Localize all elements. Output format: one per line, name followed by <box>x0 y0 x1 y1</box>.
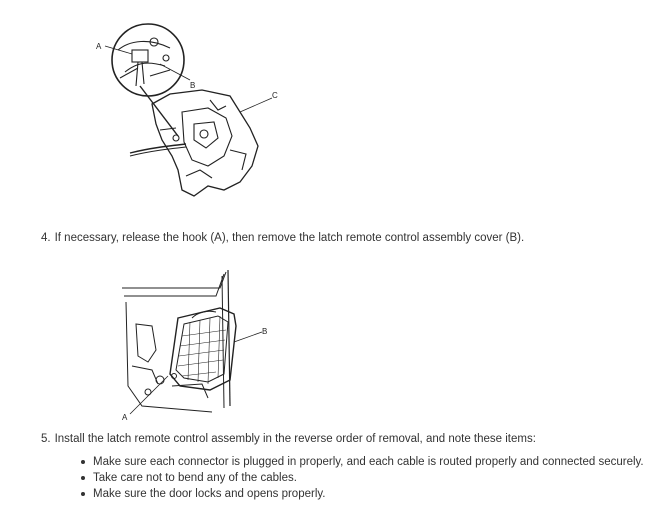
cover-removal-drawing <box>112 266 272 426</box>
cover-removal-illustration <box>112 266 272 426</box>
step-4-number: 4. <box>41 232 51 244</box>
list-item: Make sure the door locks and opens properly. <box>80 486 644 502</box>
step-5 <box>41 432 536 446</box>
step-5-text: Install the latch remote control assembly in the reverse order of removal, and note these items: <box>54 433 536 445</box>
callout-c: C <box>272 91 278 100</box>
latch-assembly-illustration <box>90 20 290 210</box>
callout-a: A <box>96 42 102 51</box>
list-item: Make sure each connector is plugged in properly, and each cable is routed properly and connected securely. <box>80 454 644 470</box>
step-4-text: If necessary, release the hook (A), then remove the latch remote control assembly cover (B). <box>54 232 525 244</box>
callout-b: B <box>190 81 196 90</box>
callout-a: A <box>122 413 128 422</box>
step-5-notes <box>80 454 644 502</box>
list-item: Take care not to bend any of the cables. <box>80 470 644 486</box>
latch-assembly-drawing <box>90 20 290 210</box>
callout-b: B <box>262 327 268 336</box>
step-5-number: 5. <box>41 433 51 445</box>
step-4 <box>41 231 524 245</box>
